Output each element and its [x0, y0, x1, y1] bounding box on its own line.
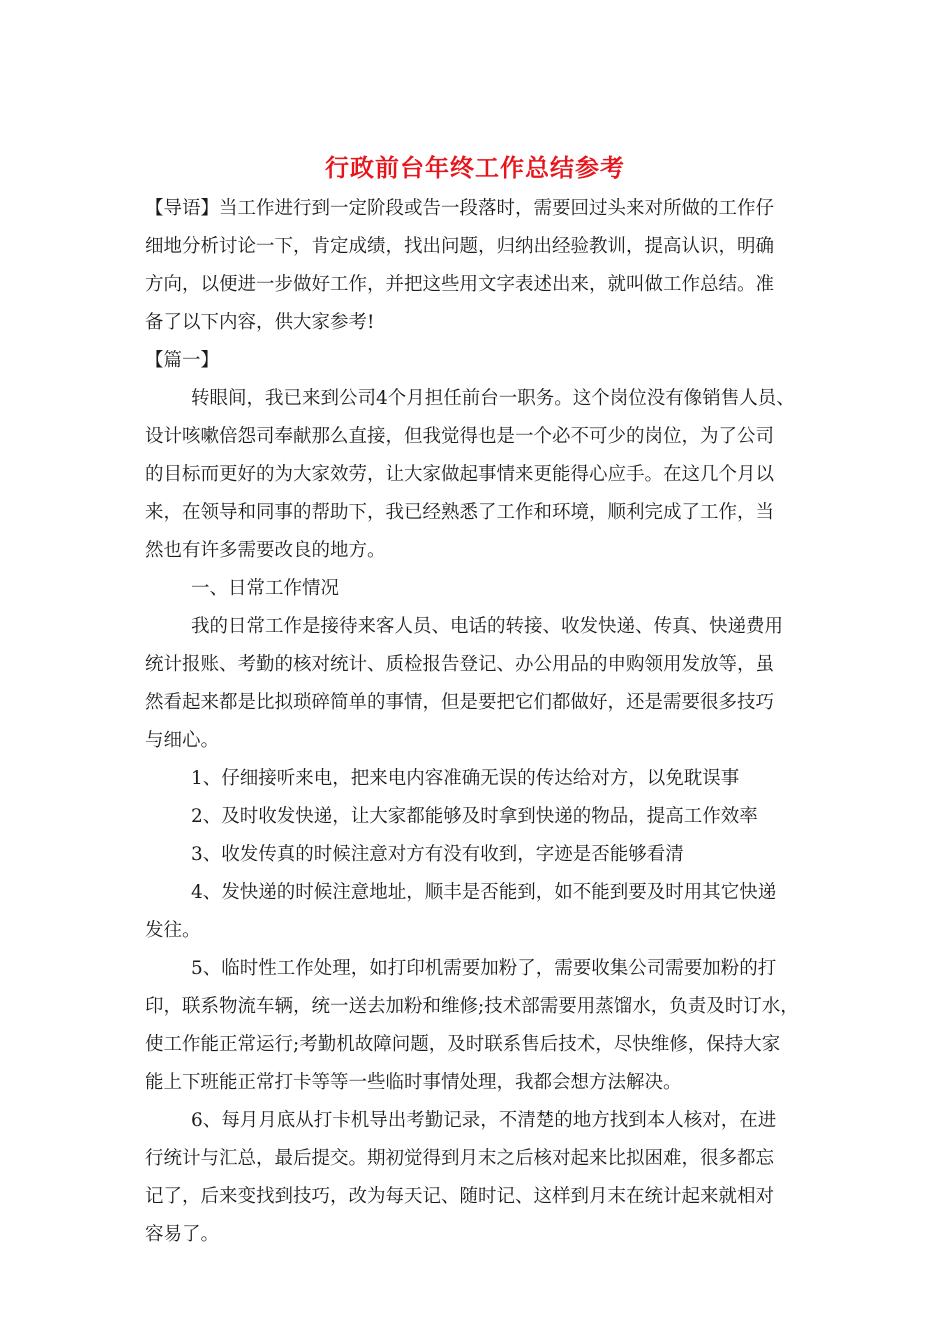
text-line: 然也有许多需要改良的地方。 — [145, 540, 386, 561]
text-line: 使工作能正常运行;考勤机故障问题，及时联系售后技术，尽快维修，保持大家 — [145, 1034, 781, 1055]
text-line: 设计咳嗽倍怨司奉献那么直接，但我觉得也是一个必不可少的岗位，为了公司 — [145, 426, 775, 447]
text-line: 方向，以便进一步做好工作，并把这些用文字表述出来，就叫做工作总结。准 — [145, 274, 775, 295]
text-line: 一、日常工作情况 — [191, 578, 340, 599]
text-line: 【篇一】 — [145, 350, 220, 371]
text-line: 备了以下内容，供大家参考! — [145, 312, 375, 333]
text-line: 6、每月月底从打卡机导出考勤记录，不清楚的地方找到本人核对，在进 — [191, 1110, 777, 1131]
text-line: 印，联系物流车辆，统一送去加粉和维修;技术部需要用蒸馏水，负责及时订水， — [145, 996, 799, 1017]
text-line: 行统计与汇总，最后提交。期初觉得到月末之后核对起来比拟困难，很多都忘 — [145, 1148, 775, 1169]
text-line: 5、临时性工作处理，如打印机需要加粉了，需要收集公司需要加粉的打 — [191, 958, 777, 979]
text-line: 转眼间，我已来到公司4个月担任前台一职务。这个岗位没有像销售人员、 — [191, 388, 795, 409]
text-line: 【导语】当工作进行到一定阶段或告一段落时，需要回过头来对所做的工作仔 — [145, 198, 775, 219]
text-line: 记了，后来变找到技巧，改为每天记、随时记、这样到月末在统计起来就相对 — [145, 1186, 775, 1207]
text-line: 发往。 — [145, 920, 201, 941]
text-line: 能上下班能正常打卡等等一些临时事情处理，我都会想方法解决。 — [145, 1072, 682, 1093]
text-line: 细地分析讨论一下，肯定成绩，找出问题，归纳出经验教训，提高认识，明确 — [145, 236, 775, 257]
document-title: 行政前台年终工作总结参考 — [325, 153, 625, 182]
text-line: 的目标而更好的为大家效劳，让大家做起事情来更能得心应手。在这几个月以 — [145, 464, 775, 485]
text-line: 我的日常工作是接待来客人员、电话的转接、收发快递、传真、快递费用 — [191, 616, 784, 637]
text-line: 与细心。 — [145, 730, 220, 751]
text-line: 然看起来都是比拟琐碎简单的事情，但是要把它们都做好，还是需要很多技巧 — [145, 692, 775, 713]
text-line: 来，在领导和同事的帮助下，我已经熟悉了工作和环境，顺利完成了工作，当 — [145, 502, 775, 523]
text-line: 3、收发传真的时候注意对方有没有收到，字迹是否能够看清 — [191, 844, 684, 865]
document-body — [145, 190, 815, 1254]
text-line: 1、仔细接听来电，把来电内容准确无误的传达给对方，以免耽误事 — [191, 768, 740, 789]
text-line: 4、发快递的时候注意地址，顺丰是否能到，如不能到要及时用其它快递 — [191, 882, 777, 903]
text-line: 容易了。 — [145, 1224, 220, 1245]
text-line: 2、及时收发快递，让大家都能够及时拿到快递的物品，提高工作效率 — [191, 806, 758, 827]
text-line: 统计报账、考勤的核对统计、质检报告登记、办公用品的申购领用发放等，虽 — [145, 654, 775, 675]
